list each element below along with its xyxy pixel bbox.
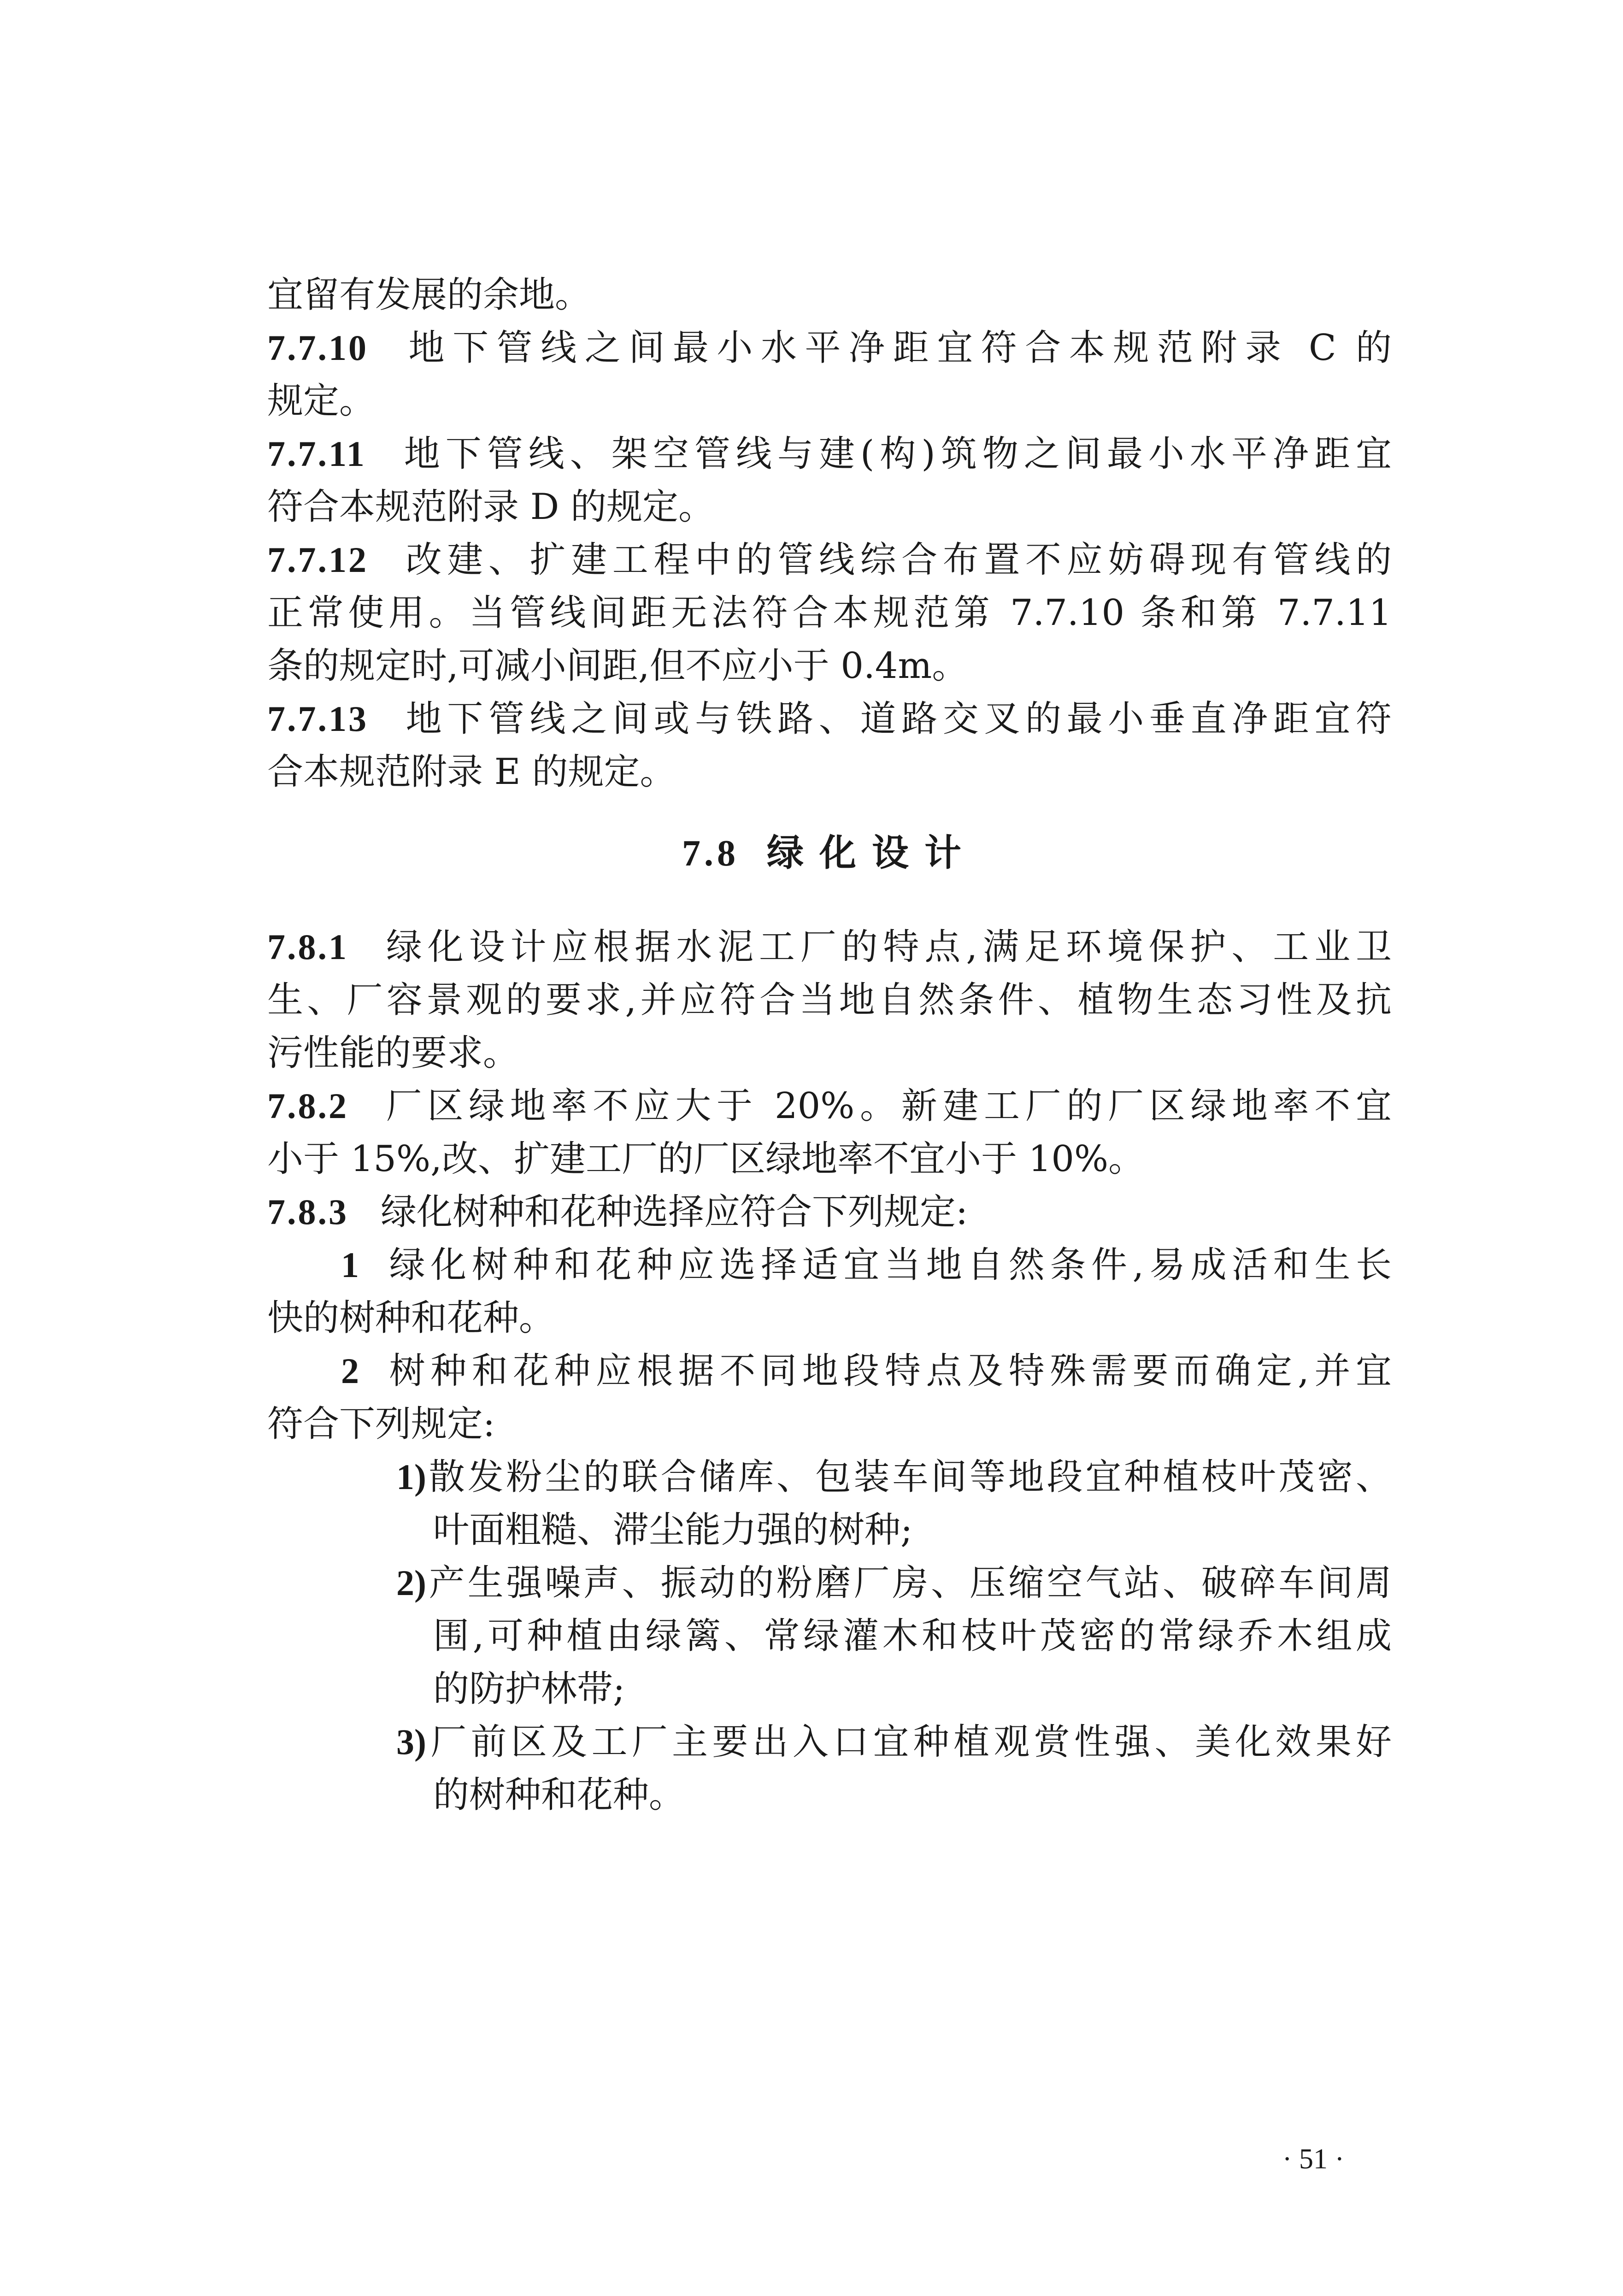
clause-text: 规定。: [267, 380, 376, 422]
paragraph-text: 宜留有发展的余地。: [267, 274, 591, 316]
section-heading: [267, 825, 1392, 880]
text-line: [267, 1030, 1392, 1076]
sub-item-number: 2): [396, 1563, 426, 1603]
item-number: 1: [341, 1245, 359, 1285]
clause-text: 条的规定时,可减小间距,但不应小于 0.4m。: [267, 645, 968, 687]
sub-item-text: 的防护林带;: [433, 1668, 625, 1710]
clause-7-7-10: [267, 325, 1392, 371]
sub-item-text: 散发粉尘的联合储库、包装车间等地段宜种植枝叶茂密、: [426, 1456, 1392, 1498]
text-line: [267, 749, 1392, 795]
clause-number: 7.8.2: [267, 1086, 348, 1126]
text-line: [267, 484, 1392, 530]
clause-number: 7.8.1: [267, 927, 348, 967]
clause-text: 地下管线、架空管线与建(构)筑物之间最小水平净距宜: [398, 433, 1392, 475]
item-text: 树种和花种应根据不同地段特点及特殊需要而确定,并宜: [384, 1350, 1392, 1392]
item-text: 符合下列规定:: [267, 1403, 495, 1445]
clause-number: 7.8.3: [267, 1192, 348, 1232]
clause-text: 正常使用。当管线间距无法符合本规范第 7.7.10 条和第 7.7.11: [267, 592, 1392, 634]
sub-item-text: 的树种和花种。: [433, 1774, 685, 1816]
item-text: 绿化树种和花种应选择适宜当地自然条件,易成活和生长: [384, 1244, 1392, 1286]
clause-text: 合本规范附录 E 的规定。: [267, 751, 676, 793]
sub-item-3: [396, 1719, 1392, 1765]
page-number: · 51 ·: [1282, 2143, 1345, 2175]
clause-number: 7.7.12: [267, 540, 368, 580]
sub-item-2: [396, 1560, 1392, 1606]
clause-number: 7.7.11: [267, 434, 366, 474]
sub-item-text: 厂前区及工厂主要出入口宜种植观赏性强、美化效果好: [426, 1721, 1392, 1763]
clause-7-8-2: [267, 1083, 1392, 1129]
clause-7-7-13: [267, 696, 1392, 742]
text-line: [433, 1613, 1392, 1659]
clause-text: 生、厂容景观的要求,并应符合当地自然条件、植物生态习性及抗: [267, 979, 1392, 1021]
clause-7-7-11: [267, 431, 1392, 477]
clause-text: 污性能的要求。: [267, 1032, 519, 1074]
clause-text: 符合本规范附录 D 的规定。: [267, 486, 715, 528]
clause-text: 地下管线之间最小水平净距宜符合本规范附录 C 的: [400, 327, 1392, 369]
clause-text: 绿化设计应根据水泥工厂的特点,满足环境保护、工业卫: [381, 926, 1392, 968]
text-line: [267, 272, 1392, 318]
sub-item-text: 产生强噪声、振动的粉磨厂房、压缩空气站、破碎车间周: [426, 1562, 1392, 1604]
clause-text: 绿化树种和花种选择应符合下列规定:: [381, 1191, 968, 1233]
text-line: [267, 1295, 1392, 1341]
text-line: [433, 1507, 1392, 1553]
sub-item-number: 3): [396, 1722, 426, 1762]
clause-number: 7.7.13: [267, 699, 368, 739]
text-line: [267, 1401, 1392, 1447]
clause-text: 厂区绿地率不应大于 20%。新建工厂的厂区绿地率不宜: [381, 1085, 1392, 1127]
clause-7-8-1: [267, 924, 1392, 970]
section-number: 7.8: [682, 833, 739, 874]
text-line: [267, 643, 1392, 689]
clause-number: 7.7.10: [267, 328, 368, 368]
clause-7-8-3: [267, 1189, 1392, 1235]
clause-7-7-12: [267, 537, 1392, 583]
text-line: [267, 590, 1392, 636]
clause-text: 改建、扩建工程中的管线综合布置不应妨碍现有管线的: [400, 539, 1392, 581]
text-line: [433, 1666, 1392, 1712]
list-item-2: [341, 1348, 1392, 1394]
text-line: [267, 977, 1392, 1023]
sub-item-text: 围,可种植由绿篱、常绿灌木和枝叶茂密的常绿乔木组成: [433, 1615, 1392, 1657]
text-line: [267, 378, 1392, 424]
text-line: [267, 1136, 1392, 1182]
list-item-1: [341, 1242, 1392, 1288]
sub-item-number: 1): [396, 1457, 426, 1497]
text-line: [433, 1772, 1392, 1818]
clause-text: 小于 15%,改、扩建工厂的厂区绿地率不宜小于 10%。: [267, 1138, 1145, 1180]
item-text: 快的树种和花种。: [267, 1297, 555, 1339]
sub-item-1: [396, 1454, 1392, 1500]
item-number: 2: [341, 1351, 359, 1391]
sub-item-text: 叶面粗糙、滞尘能力强的树种;: [433, 1509, 913, 1551]
clause-text: 地下管线之间或与铁路、道路交叉的最小垂直净距宜符: [400, 698, 1392, 740]
section-title: 绿化设计: [767, 831, 977, 874]
